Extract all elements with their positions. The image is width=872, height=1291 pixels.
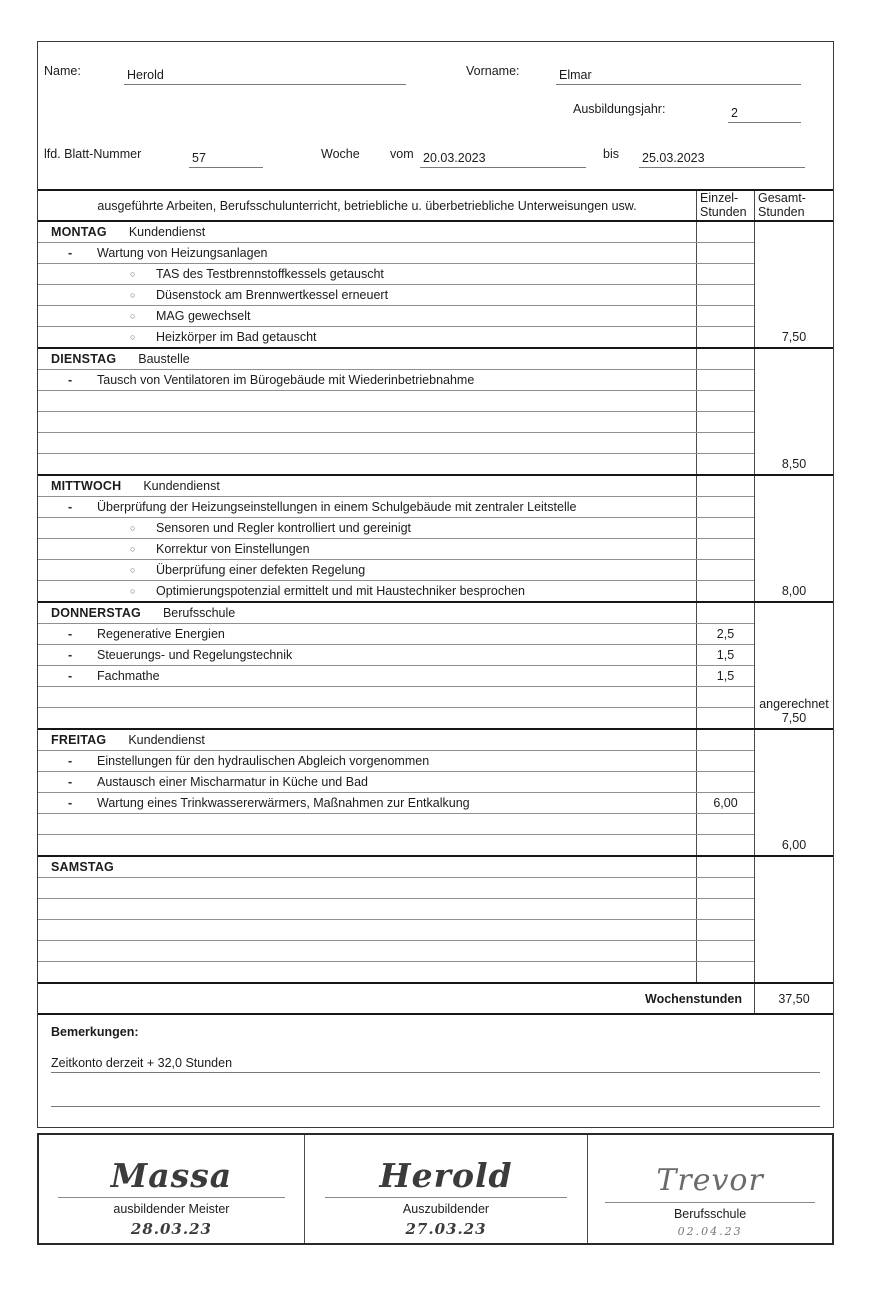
day-title-cell bbox=[38, 730, 696, 750]
signature-date: 27.03.23 bbox=[405, 1220, 487, 1238]
vorname-field bbox=[556, 62, 801, 85]
table-row bbox=[38, 369, 754, 390]
activity-cell bbox=[38, 814, 696, 834]
activity-cell bbox=[38, 560, 696, 580]
activity-cell bbox=[38, 687, 696, 707]
day-rows bbox=[38, 476, 754, 601]
einzel-hours-cell bbox=[696, 857, 754, 877]
day-block bbox=[38, 855, 833, 982]
table-header-row bbox=[38, 191, 833, 222]
day-rows bbox=[38, 349, 754, 474]
day-rows bbox=[38, 603, 754, 728]
blatt-nummer-label: lfd. Blatt-Nummer bbox=[44, 147, 142, 161]
activity-text: Wartung von Heizungsanlagen bbox=[97, 246, 268, 260]
signature-line bbox=[58, 1197, 286, 1198]
activity-text: Tausch von Ventilatoren im Bürogebäude mit Wiederinbetriebnahme bbox=[97, 373, 475, 387]
signature-role-label: ausbildender Meister bbox=[113, 1202, 230, 1216]
activity-text: Korrektur von Einstellungen bbox=[156, 542, 310, 556]
day-block bbox=[38, 601, 833, 728]
activity-cell bbox=[38, 243, 696, 263]
woche-label: Woche bbox=[321, 147, 360, 161]
einzel-hours-cell bbox=[696, 327, 754, 347]
einzel-hours-cell bbox=[696, 433, 754, 453]
day-title-cell bbox=[38, 857, 696, 877]
activity-text: Fachmathe bbox=[97, 669, 160, 683]
table-row bbox=[38, 707, 754, 728]
einzel-hours-cell bbox=[696, 306, 754, 326]
activities-column-header: ausgeführte Arbeiten, Berufsschulunterricht, betriebliche u. überbetriebliche Unterweisungen usw. bbox=[97, 198, 637, 213]
table-row bbox=[38, 665, 754, 686]
einzel-hours-cell bbox=[696, 243, 754, 263]
bemerkungen-line-1 bbox=[51, 1072, 820, 1073]
table-row bbox=[38, 326, 754, 347]
activity-cell bbox=[38, 793, 696, 813]
activities-table bbox=[38, 189, 833, 1015]
signature-line bbox=[605, 1202, 815, 1203]
gesamt-hours-cell bbox=[754, 603, 833, 728]
einzel-hours-cell bbox=[696, 349, 754, 369]
day-blocks bbox=[38, 222, 833, 982]
gesamt-value: 8,50 bbox=[781, 457, 807, 471]
table-row bbox=[38, 834, 754, 855]
activity-cell bbox=[38, 581, 696, 601]
activity-cell bbox=[38, 708, 696, 728]
dash-bullet-icon: - bbox=[68, 373, 73, 387]
gesamt-stunden-column-header bbox=[754, 191, 833, 220]
table-row bbox=[38, 432, 754, 453]
einzel-hours-cell bbox=[696, 412, 754, 432]
activity-cell bbox=[38, 835, 696, 855]
bis-field bbox=[639, 145, 805, 168]
activity-text: Steuerungs- und Regelungstechnik bbox=[97, 648, 293, 662]
wochenstunden-value: 37,50 bbox=[754, 984, 833, 1013]
einzel-hours-cell bbox=[696, 603, 754, 623]
activity-cell bbox=[38, 645, 696, 665]
gesamt-value: 6,00 bbox=[781, 838, 807, 852]
einzel-hours-cell bbox=[696, 835, 754, 855]
activity-cell bbox=[38, 306, 696, 326]
activity-cell bbox=[38, 518, 696, 538]
ausbildungsjahr-field bbox=[728, 100, 801, 123]
einzel-hours-cell: 1,5 bbox=[696, 666, 754, 686]
day-topic: Berufsschule bbox=[162, 606, 236, 620]
signature-handwriting: Herold bbox=[379, 1156, 513, 1195]
day-title-cell bbox=[38, 349, 696, 369]
activity-cell bbox=[38, 878, 696, 898]
gesamt-header-line1: Gesamt- bbox=[758, 191, 806, 205]
circle-bullet-icon: ○ bbox=[130, 544, 136, 554]
dash-bullet-icon: - bbox=[68, 669, 73, 683]
activity-cell bbox=[38, 391, 696, 411]
gesamt-value: 8,00 bbox=[781, 584, 807, 598]
table-row bbox=[38, 898, 754, 919]
einzel-hours-cell bbox=[696, 687, 754, 707]
day-block bbox=[38, 728, 833, 855]
dash-bullet-icon: - bbox=[68, 627, 73, 641]
table-row bbox=[38, 538, 754, 559]
circle-bullet-icon: ○ bbox=[130, 332, 136, 342]
einzel-hours-cell bbox=[696, 285, 754, 305]
gesamt-note: angerechnet bbox=[759, 697, 829, 711]
activity-cell bbox=[38, 412, 696, 432]
signature-role-label: Auszubildender bbox=[402, 1202, 490, 1216]
table-row bbox=[38, 940, 754, 961]
activity-cell bbox=[38, 539, 696, 559]
activity-cell bbox=[38, 962, 696, 982]
circle-bullet-icon: ○ bbox=[130, 269, 136, 279]
form-header bbox=[38, 42, 833, 189]
wochenstunden-row bbox=[38, 982, 833, 1015]
day-title-cell bbox=[38, 476, 696, 496]
table-row bbox=[38, 813, 754, 834]
einzel-hours-cell bbox=[696, 391, 754, 411]
dash-bullet-icon: - bbox=[68, 246, 73, 260]
activity-cell bbox=[38, 666, 696, 686]
einzel-hours-cell bbox=[696, 518, 754, 538]
blatt-nummer-value: 57 bbox=[192, 151, 206, 165]
table-row bbox=[38, 877, 754, 898]
activity-cell bbox=[38, 433, 696, 453]
circle-bullet-icon: ○ bbox=[130, 311, 136, 321]
name-field bbox=[124, 62, 406, 85]
gesamt-hours-cell bbox=[754, 476, 833, 601]
day-topic: Baustelle bbox=[138, 352, 190, 366]
einzel-hours-cell bbox=[696, 878, 754, 898]
vom-label: vom bbox=[390, 147, 414, 161]
activity-cell bbox=[38, 497, 696, 517]
einzel-hours-cell bbox=[696, 476, 754, 496]
table-row bbox=[38, 559, 754, 580]
gesamt-hours-cell bbox=[754, 730, 833, 855]
signatures-section bbox=[37, 1133, 834, 1245]
activity-text: Überprüfung der Heizungseinstellungen in einem Schulgebäude mit zentraler Leitstelle bbox=[97, 500, 577, 514]
vorname-value: Elmar bbox=[559, 68, 592, 82]
gesamt-value: 7,50 bbox=[781, 711, 807, 725]
activity-cell bbox=[38, 370, 696, 390]
einzel-hours-cell bbox=[696, 751, 754, 771]
dash-bullet-icon: - bbox=[68, 648, 73, 662]
day-block bbox=[38, 222, 833, 347]
einzel-hours-cell bbox=[696, 222, 754, 242]
einzel-hours-cell bbox=[696, 497, 754, 517]
table-row bbox=[38, 242, 754, 263]
activity-cell bbox=[38, 920, 696, 940]
table-row bbox=[38, 686, 754, 707]
day-name: SAMSTAG bbox=[51, 860, 114, 874]
activity-text: Wartung eines Trinkwassererwärmers, Maßnahmen zur Entkalkung bbox=[97, 796, 470, 810]
activity-text: Düsenstock am Brennwertkessel erneuert bbox=[156, 288, 389, 302]
dash-bullet-icon: - bbox=[68, 796, 73, 810]
bemerkungen-section bbox=[38, 1015, 833, 1127]
signature-handwriting: Trevor bbox=[656, 1163, 764, 1198]
day-topic: Kundendienst bbox=[128, 225, 206, 239]
dash-bullet-icon: - bbox=[68, 754, 73, 768]
einzel-hours-cell bbox=[696, 730, 754, 750]
activity-text: Überprüfung einer defekten Regelung bbox=[156, 563, 366, 577]
activity-text: Optimierungspotenzial ermittelt und mit Haustechniker besprochen bbox=[156, 584, 525, 598]
einzel-hours-cell bbox=[696, 814, 754, 834]
day-name: DIENSTAG bbox=[51, 352, 117, 366]
einzel-hours-cell bbox=[696, 899, 754, 919]
table-row bbox=[38, 476, 754, 496]
vom-field bbox=[420, 145, 586, 168]
einzel-hours-cell: 6,00 bbox=[696, 793, 754, 813]
vom-value: 20.03.2023 bbox=[423, 151, 486, 165]
table-row bbox=[38, 496, 754, 517]
activity-text: MAG gewechselt bbox=[156, 309, 251, 323]
einzel-hours-cell bbox=[696, 581, 754, 601]
circle-bullet-icon: ○ bbox=[130, 586, 136, 596]
einzel-hours-cell bbox=[696, 264, 754, 284]
einzel-hours-cell bbox=[696, 962, 754, 982]
activity-cell bbox=[38, 899, 696, 919]
einzel-hours-cell bbox=[696, 941, 754, 961]
day-block bbox=[38, 474, 833, 601]
activity-cell bbox=[38, 264, 696, 284]
table-row bbox=[38, 284, 754, 305]
einzel-hours-cell bbox=[696, 370, 754, 390]
activity-cell bbox=[38, 941, 696, 961]
day-name: MONTAG bbox=[51, 225, 107, 239]
table-row bbox=[38, 771, 754, 792]
einzel-hours-cell bbox=[696, 454, 754, 474]
table-row bbox=[38, 792, 754, 813]
day-rows bbox=[38, 730, 754, 855]
einzel-hours-cell: 1,5 bbox=[696, 645, 754, 665]
day-title-cell bbox=[38, 222, 696, 242]
signature-handwriting: Massa bbox=[110, 1156, 233, 1195]
name-label: Name: bbox=[44, 64, 81, 78]
activity-text: Heizkörper im Bad getauscht bbox=[156, 330, 317, 344]
table-row bbox=[38, 517, 754, 538]
activity-cell bbox=[38, 624, 696, 644]
signature-column bbox=[39, 1135, 304, 1243]
day-rows bbox=[38, 857, 754, 982]
day-title-cell bbox=[38, 603, 696, 623]
wochenstunden-label: Wochenstunden bbox=[645, 991, 742, 1006]
einzel-hours-cell bbox=[696, 560, 754, 580]
table-row bbox=[38, 603, 754, 623]
table-row bbox=[38, 390, 754, 411]
signature-role-label: Berufsschule bbox=[673, 1207, 747, 1221]
circle-bullet-icon: ○ bbox=[130, 290, 136, 300]
einzel-header-line2: Stunden bbox=[700, 204, 747, 219]
table-row bbox=[38, 411, 754, 432]
signature-column bbox=[304, 1135, 587, 1243]
activity-text: Sensoren und Regler kontrolliert und gereinigt bbox=[156, 521, 412, 535]
ausbildungsjahr-label: Ausbildungsjahr: bbox=[573, 102, 666, 116]
signature-date: 02.04.23 bbox=[677, 1225, 743, 1238]
day-topic: Kundendienst bbox=[143, 479, 220, 493]
activity-text: Regenerative Energien bbox=[97, 627, 225, 641]
table-row bbox=[38, 305, 754, 326]
table-row bbox=[38, 623, 754, 644]
table-row bbox=[38, 644, 754, 665]
activity-cell bbox=[38, 285, 696, 305]
gesamt-hours-cell bbox=[754, 857, 833, 982]
gesamt-hours-cell bbox=[754, 349, 833, 474]
table-row bbox=[38, 453, 754, 474]
activity-cell bbox=[38, 751, 696, 771]
activity-text: TAS des Testbrennstoffkessels getauscht bbox=[156, 267, 384, 281]
signature-column bbox=[587, 1135, 832, 1243]
bis-value: 25.03.2023 bbox=[642, 151, 705, 165]
gesamt-header-line2: Stunden bbox=[758, 204, 805, 219]
circle-bullet-icon: ○ bbox=[130, 523, 136, 533]
day-rows bbox=[38, 222, 754, 347]
table-row bbox=[38, 580, 754, 601]
einzel-hours-cell bbox=[696, 539, 754, 559]
bis-label: bis bbox=[603, 147, 619, 161]
report-form bbox=[37, 41, 834, 1128]
einzel-hours-cell: 2,5 bbox=[696, 624, 754, 644]
bemerkungen-label: Bemerkungen: bbox=[51, 1025, 139, 1039]
signature-date: 28.03.23 bbox=[130, 1220, 212, 1238]
dash-bullet-icon: - bbox=[68, 775, 73, 789]
ausbildungsjahr-value: 2 bbox=[731, 106, 738, 120]
day-name: MITTWOCH bbox=[51, 479, 122, 493]
gesamt-value: 7,50 bbox=[781, 330, 807, 344]
einzel-hours-cell bbox=[696, 772, 754, 792]
einzel-header-line1: Einzel- bbox=[700, 191, 739, 205]
table-row bbox=[38, 730, 754, 750]
day-name: DONNERSTAG bbox=[51, 606, 141, 620]
activity-text: Austausch einer Mischarmatur in Küche und Bad bbox=[97, 775, 368, 789]
table-row bbox=[38, 750, 754, 771]
blatt-nummer-field bbox=[189, 145, 263, 168]
table-row bbox=[38, 349, 754, 369]
table-row bbox=[38, 222, 754, 242]
bemerkungen-text: Zeitkonto derzeit + 32,0 Stunden bbox=[51, 1056, 233, 1070]
vorname-label: Vorname: bbox=[466, 64, 520, 78]
einzel-hours-cell bbox=[696, 920, 754, 940]
day-topic: Kundendienst bbox=[128, 733, 205, 747]
name-value: Herold bbox=[127, 68, 164, 82]
bemerkungen-line-2 bbox=[51, 1106, 820, 1107]
einzel-stunden-column-header bbox=[696, 191, 754, 220]
circle-bullet-icon: ○ bbox=[130, 565, 136, 575]
table-row bbox=[38, 919, 754, 940]
table-row bbox=[38, 961, 754, 982]
dash-bullet-icon: - bbox=[68, 500, 73, 514]
table-row bbox=[38, 857, 754, 877]
activity-cell bbox=[38, 772, 696, 792]
activity-text: Einstellungen für den hydraulischen Abgleich vorgenommen bbox=[97, 754, 430, 768]
activity-cell bbox=[38, 454, 696, 474]
einzel-hours-cell bbox=[696, 708, 754, 728]
gesamt-hours-cell bbox=[754, 222, 833, 347]
signature-line bbox=[325, 1197, 568, 1198]
activity-cell bbox=[38, 327, 696, 347]
table-row bbox=[38, 263, 754, 284]
day-block bbox=[38, 347, 833, 474]
day-name: FREITAG bbox=[51, 733, 107, 747]
